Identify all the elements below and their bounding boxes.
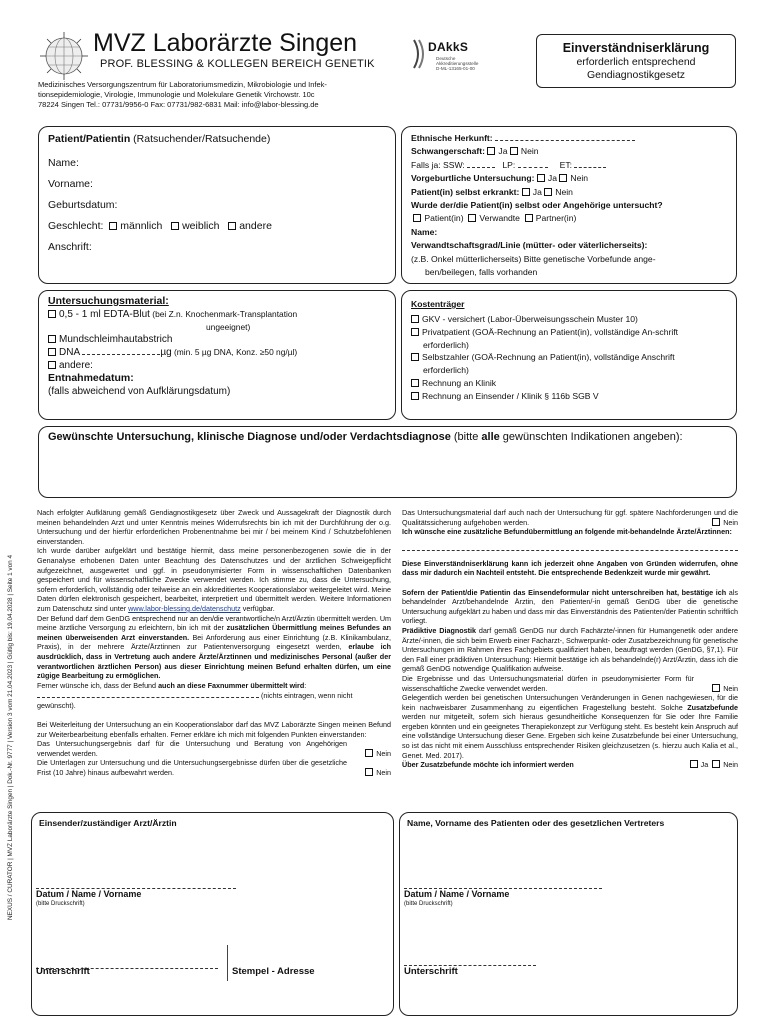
material-aufheben-nein: Nein — [712, 518, 738, 528]
checkbox-material-andere[interactable] — [48, 361, 56, 369]
patient-vorname-label[interactable]: Vorname: — [48, 177, 93, 190]
angehoerige-nein: Nein — [365, 749, 391, 759]
kosten-heading: Kostenträger — [411, 299, 465, 309]
ssw-row: Falls ja: SSW: LP: ET: — [411, 159, 727, 172]
material-box — [38, 290, 396, 420]
consent-title: Einverständniserklärung — [562, 41, 710, 55]
kosten-box — [401, 290, 737, 420]
checkbox-andere[interactable] — [228, 222, 236, 230]
untersuchung-box[interactable] — [38, 426, 737, 498]
patient-unterschrift-label: Unterschrift — [404, 966, 458, 977]
kosten-privat-cont: erforderlich) — [423, 339, 469, 350]
angehoerige-options: Patient(in) Verwandte Partner(in) — [411, 212, 727, 225]
aufbewahrung-nein: Nein — [365, 768, 391, 778]
datenschutz-link[interactable]: www.labor-blessing.de/datenschutz — [128, 603, 241, 613]
checkbox-maennlich[interactable] — [109, 222, 117, 230]
dakks-logo: DAkkS Deutsche Akkreditierungsstelle D-ML-13165-01-00 — [410, 38, 520, 78]
kosten-gkv: GKV - versichert (Labor-Überweisungsschein Muster 10) — [411, 313, 727, 326]
material-heading: Untersuchungsmaterial: — [48, 295, 169, 307]
checkbox-selbst-nein[interactable] — [544, 188, 552, 196]
einsender-unterschrift-label: Unterschrift — [36, 966, 90, 977]
patient-sign-heading: Name, Vorname des Patienten oder des gesetzlichen Vertreters — [407, 818, 665, 828]
lab-title: MVZ Laborärzte Singen — [93, 29, 358, 57]
checkbox-verwandte[interactable] — [468, 214, 476, 222]
fax-input-row: (nichts eintragen, wenn nicht gewünscht). — [37, 691, 353, 710]
checkbox-dna[interactable] — [48, 348, 56, 356]
right-consent-text: Das Untersuchungsmaterial darf auch nach der Untersuchung für ggf. spätere Nachforderungen und die Qualitätssicherung aufgehoben werden. Nein Ich wünsche eine zusätzliche Befundübermittlung an folgende mit-behandelnde Ärzte/Ärztinnen: Diese Einverständniserklärung kann ich jederzeit ohne Angaben von Gründen widerrufen, ohne dass mir dadurch ein Nachteil entsteht. Die entsprechende Bedenkzeit wurde mir gewährt. Sofern der Patient/die Patientin das Einsendeformular nicht unterschreiben hat, bestätige ich als behandelnder Arzt/behandelnde Ärztin, den Patienten/-in gemäß GenDG über die genetische Untersuchung aufgeklärt zu haben und dass mir das Einverständnis des Patienten/der Patientin schriftlich vorliegt. Prädiktive Diagnostik darf gemäß GenDG nur durch Fachärzte/-innen für Humangenetik oder andere Ärzte/-innen, die sich beim Erwerb einer Facharzt-, Schwerpunkt- oder Zusatzbezeichnung für genetische Untersuchungen im Rahmen ihres Fachgebiets qualifiziert haben, beauftragt werden (GenDG, §7,1). Für den Fall einer prädiktiven Untersuchung: Hiermit bestätige ich als behandelnde(r) Arzt/Ärztin, dass ich die gemäß GenDG notwendige Qualifikation aufweise. Die Ergebnisse und das Untersuchungsmaterial dürfen in pseudonymisierter Form für wissenschaftliche Zwecke verwendet werden. Nein Gelegentlich werden bei genetischen Untersuchungen Veränderungen in Genen nachgewiesen, für die kein nachweisbarer Zusammenhang zu eigentlichen Fragestellung besteht. Solche Zusatzbefunde werden nur mitgeteilt, sofern sich hieraus gesundheitliche Konsequenzen für Sie oder Ihre Familie ergeben könnten und ein geeignetes Therapiekonzept zur Verfügung steht. Es besteht kein Anspruch auf eine vollständige Untersuchung dieser Gene. Ergeben sich keine Zusatzbefunde bei einer Untersuchung, so ist das nicht mit einem Ausschluss entsprechender Risiken gleichzusetzen (s. hierzu auch Kalia et al., Genet. Med. 2017). Über Zusatzbefunde möchte ich informiert werden Ja Nein — [402, 508, 739, 770]
einsender-druck: (bitte Druckschrift) — [36, 901, 85, 907]
material-dna-row: DNA µg (min. 5 µg DNA, Konz. ≥50 ng/µl) — [48, 346, 386, 359]
kosten-privat: Privatpatient (GOÄ-Rechnung an Patient(in), vollständige An-schrift — [411, 326, 727, 339]
zusatzbefund-options: Ja Nein — [690, 760, 738, 770]
checkbox-schwanger-ja[interactable] — [487, 147, 495, 155]
patient-name-label[interactable]: Name: — [48, 156, 79, 169]
checkbox-partner[interactable] — [525, 214, 533, 222]
entnahme-label[interactable]: Entnahmedatum: — [48, 372, 134, 384]
checkbox-wissenschaft-nein[interactable] — [712, 684, 720, 692]
mitbehandelnde-input[interactable] — [402, 537, 738, 551]
herkunft-row[interactable]: Ethnische Herkunft: — [411, 132, 727, 145]
checkbox-edta[interactable] — [48, 310, 56, 318]
lab-address: Medizinisches Versorgungszentrum für Laboratoriumsmedizin, Mikrobiologie und Infek- tionsepidemiologie, Virologie, Immunologie und Molekulare Genetik Virchowstr. 10c 78224 Singen Tel.: 07731/9956-0 Fax: 07731/982-6831 Mail: info@labor-blessing.de — [38, 80, 327, 110]
vorgeburt-row: Vorgeburtliche Untersuchung: Ja Nein — [411, 173, 589, 184]
einsender-heading: Einsender/zuständiger Arzt/Ärztin — [39, 818, 177, 828]
checkbox-vorgeburt-nein[interactable] — [559, 174, 567, 182]
checkbox-material-nein[interactable] — [712, 518, 720, 526]
fax-row: Ferner wünsche ich, dass der Befund auch an diese Faxnummer übermittelt wird: — [37, 680, 307, 690]
checkbox-mund[interactable] — [48, 335, 56, 343]
patient-sign-box — [399, 812, 738, 1016]
checkbox-schwanger-nein[interactable] — [510, 147, 518, 155]
checkbox-zusatz-nein[interactable] — [712, 760, 720, 768]
checkbox-selbstzahler[interactable] — [411, 353, 419, 361]
edta-note2: ungeeignet) — [206, 322, 251, 332]
kosten-klinik: Rechnung an Klinik — [411, 377, 727, 390]
verwandt-label[interactable]: Verwandtschaftsgrad/Linie (mütter- oder väterlicherseits): — [411, 240, 648, 251]
material-andere-row: andere: — [48, 359, 386, 372]
checkbox-selbst-ja[interactable] — [522, 188, 530, 196]
angehoerige-question: Wurde der/die Patient(in) selbst oder Angehörige untersucht? — [411, 200, 663, 211]
checkbox-aufbewahrung-nein[interactable] — [365, 768, 373, 776]
beispiel-line2: ben/beilegen, falls vorhanden — [425, 267, 538, 278]
patient-anschrift-label[interactable]: Anschrift: — [48, 240, 92, 253]
stempel-divider — [227, 945, 228, 981]
stempel-label: Stempel - Adresse — [232, 966, 315, 977]
patient-geschlecht-row: Geschlecht: männlich weiblich andere — [48, 219, 272, 232]
beispiel-line1: (z.B. Onkel mütterlicherseits) Bitte genetische Vorbefunde ange- — [411, 253, 656, 264]
lab-subtitle: PROF. BLESSING & KOLLEGEN BEREICH GENETIK — [100, 58, 375, 70]
patient-heading: Patient/Patientin (Ratsuchender/Ratsuchende) — [48, 133, 271, 145]
consent-title-box — [536, 34, 736, 88]
checkbox-angehoerige-nein[interactable] — [365, 749, 373, 757]
patient-datum-label: Datum / Name / Vorname — [404, 889, 510, 899]
checkbox-vorgeburt-ja[interactable] — [537, 174, 545, 182]
checkbox-privat[interactable] — [411, 328, 419, 336]
schwanger-row: Schwangerschaft: Ja Nein — [411, 146, 539, 157]
material-mund-row: Mundschleimhautabstrich — [48, 333, 386, 346]
material-edta-row: 0,5 - 1 ml EDTA-Blut (bei Z.n. Knochenmark-Transplantation — [48, 308, 386, 321]
herkunft-box — [401, 126, 737, 284]
einsender-box — [31, 812, 394, 1016]
angehoerige-name-label[interactable]: Name: — [411, 226, 438, 237]
checkbox-116b[interactable] — [411, 392, 419, 400]
patient-druck: (bitte Druckschrift) — [404, 901, 453, 907]
kosten-selbst: Selbstzahler (GOÄ-Rechnung an Patient(in), vollständige Anschrift — [411, 351, 727, 364]
checkbox-weiblich[interactable] — [171, 222, 179, 230]
logo-globe-icon — [38, 30, 90, 82]
einsender-datum-label: Datum / Name / Vorname — [36, 889, 142, 899]
patient-box — [38, 126, 396, 284]
checkbox-gkv[interactable] — [411, 315, 419, 323]
patient-geburtsdatum-label[interactable]: Geburtsdatum: — [48, 198, 118, 211]
consent-sub1: erforderlich entsprechend — [576, 56, 696, 68]
left-consent-text: Nach erfolgter Aufklärung gemäß Gendiagnostikgesetz über Zweck und Aussagekraft der Diagnostik durch meinen behandelnden Arzt und unter Kenntnis meines Widerrufsrechts bin ich mit der Durchführung der o.g. Untersuchung und der hierfür erforderlichen Probenentnahme bei mir / bei meinem Kind / Schutzbefohlenen einverstanden. Ich wurde darüber aufgeklärt und bestätige hiermit, dass meine personenbezogenen sowie die in der Genanalyse erhobenen Daten unter Beachtung des Datenschutzes und der ärztlichen Schweigepflicht aufgezeichnet, ausgewertet und ggf. in pseudonymisierter Form in wissenschaftlichen Datenbanken gespeichert und für wissenschaftliche Zwecke verwendet werden. Ich stimme zu, dass die Untersuchung, sofern erforderlich, vollständig oder teilweise an ein akkreditiertes Kooperationslabor weitergeleitet wird. Meine Daten dürfen elektronisch gespeichert, bearbeitet, interpretiert und übermittelt werden. Weitere Informationen zum Datenschutz sind unter www.labor-blessing.de/datenschutz verfügbar. Der Befund darf dem GenDG entsprechend nur an den/die verantwortliche/n Arzt/Ärztin übermittelt werden. Um meine ärztliche Versorgung zu erleichtern, bin ich mit der zusätzlichen Übermittlung meines Befundes an meinen überweisenden Arzt einverstanden. Bei Anforderung aus einer Einrichtung (z.B. Klinikambulanz, Praxis), in der mehrere Ärzte/Ärztinnen zur Patientenversorgung eingesetzt werden, erlaube ich ausdrücklich, dass in Vertretung auch andere Ärzte/Ärztinnen und medizinisches Personal (außer der verantwortlichen ärztlichen Person) aus dieser Einrichtung meinen Befund erhalten dürfen, um eine zügige Bearbeitung zu ermöglichen. Ferner wünsche ich, dass der Befund auch an diese Faxnummer übermittelt wird: (nichts eintragen, wenn nicht gewünscht). Bei Weiterleitung der Untersuchung an ein Kooperationslabor darf das MVZ Laborärzte Singen meinen Befund zur Weiterbearbeitung ebenfalls erhalten. Ferner erkläre ich mich mit folgenden Punkten einverstanden: Das Untersuchungsergebnis darf für die Untersuchung und Beratung von Angehörigen verwendet werden. Nein Die Unterlagen zur Untersuchung und die Untersuchungsergebnisse dürfen über die gesetzliche Frist (10 Jahre) hinaus aufbewahrt werden. Nein — [37, 508, 391, 778]
untersuchung-heading: Gewünschte Untersuchung, klinische Diagnose und/oder Verdachtsdiagnose (bitte alle gewünschten Indikationen angeben): — [48, 431, 683, 443]
checkbox-zusatz-ja[interactable] — [690, 760, 698, 768]
consent-sub2: Gendiagnostikgesetz — [586, 69, 686, 81]
entnahme-note: (falls abweichend von Aufklärungsdatum) — [48, 386, 231, 397]
kosten-selbst-cont: erforderlich) — [423, 365, 469, 376]
fax-input[interactable] — [37, 690, 259, 698]
checkbox-patient[interactable] — [413, 214, 421, 222]
checkbox-klinik[interactable] — [411, 379, 419, 387]
side-document-info: NEXUS / CURATOR | MVZ Laborärzte Singen | Dok.-Nr. 9777 | Version 3 vom 21.04.2023 | Gültig bis: 19.04.2028 | Seite 1 von 4 — [7, 554, 14, 920]
wissenschaft-nein: Nein — [712, 684, 738, 694]
selbst-row: Patient(in) selbst erkrankt: Ja Nein — [411, 186, 573, 197]
kosten-116b: Rechnung an Einsender / Klinik § 116b SGB V — [411, 390, 727, 403]
